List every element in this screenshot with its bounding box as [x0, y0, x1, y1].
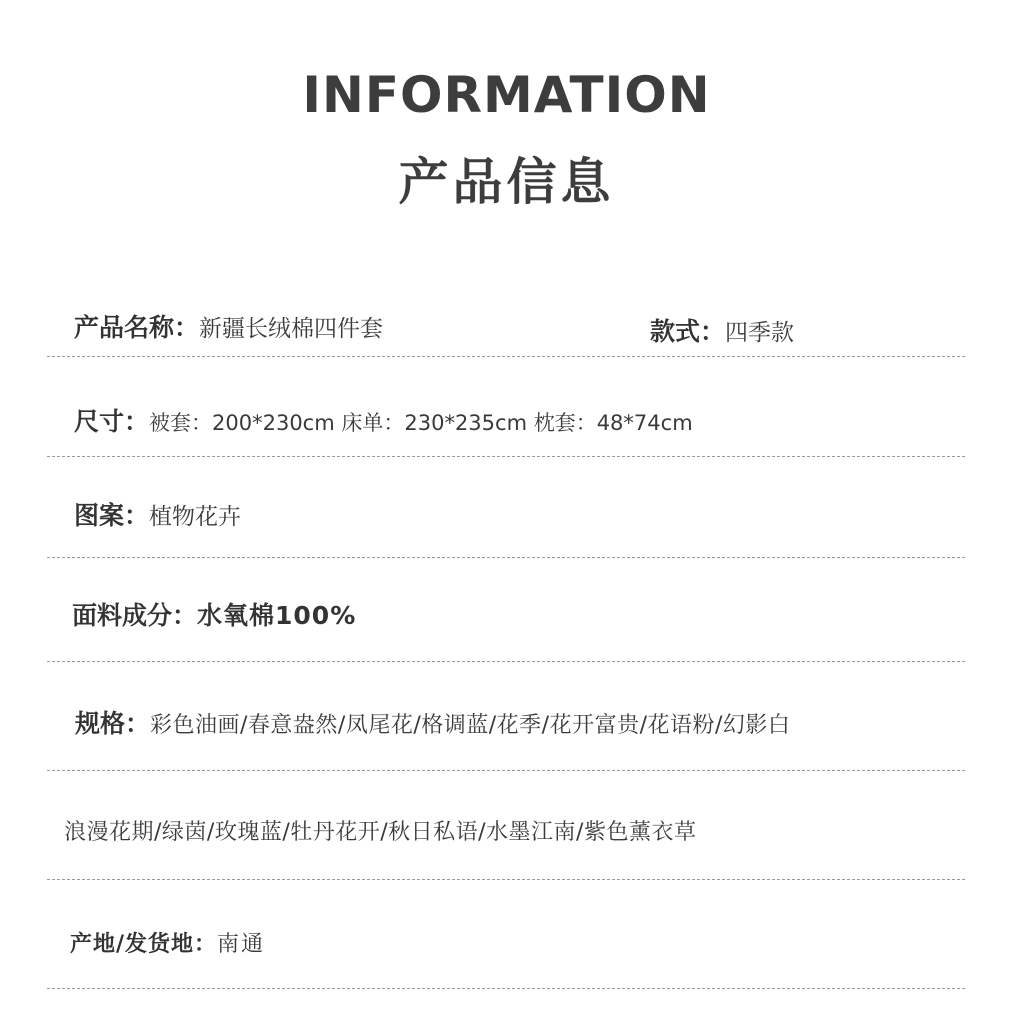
pattern-group	[74, 496, 241, 532]
divider	[47, 356, 965, 357]
product-name-value: 新疆长绒棉四件套	[199, 316, 384, 342]
title-en: INFORMATION	[302, 66, 711, 124]
pattern-label: 图案：	[74, 501, 150, 530]
pattern-value: 植物花卉	[149, 504, 242, 530]
divider	[47, 557, 965, 558]
spec-label: 规格：	[75, 709, 151, 738]
product-name-label: 产品名称：	[74, 313, 200, 342]
title-cn: 产品信息	[398, 153, 615, 211]
style-group	[650, 312, 794, 348]
divider	[47, 988, 965, 989]
size-value: 被套：200*230cm 床单：230*235cm 枕套：48*74cm	[149, 411, 693, 435]
origin-group	[70, 927, 265, 958]
size-group	[74, 402, 693, 438]
fabric-label: 面料成分：	[72, 601, 198, 630]
spec-value-line2: 浪漫花期/绿茵/玫瑰蓝/牡丹花开/秋日私语/水墨江南/紫色薰衣草	[64, 820, 697, 845]
fabric-group	[72, 596, 356, 632]
product-name-group	[74, 308, 383, 344]
origin-label: 产地/发货地：	[70, 932, 218, 957]
fabric-value: 水氧棉100%	[197, 601, 357, 630]
divider	[47, 456, 965, 457]
divider	[47, 879, 965, 880]
origin-value: 南通	[217, 932, 266, 957]
style-label: 款式：	[650, 317, 726, 346]
divider	[47, 770, 965, 771]
divider	[47, 661, 965, 662]
spec-group	[75, 704, 790, 740]
size-label: 尺寸：	[74, 407, 150, 436]
spec-value: 彩色油画/春意盎然/凤尾花/格调蓝/花季/花开富贵/花语粉/幻影白	[150, 713, 791, 738]
style-value: 四季款	[725, 320, 795, 346]
